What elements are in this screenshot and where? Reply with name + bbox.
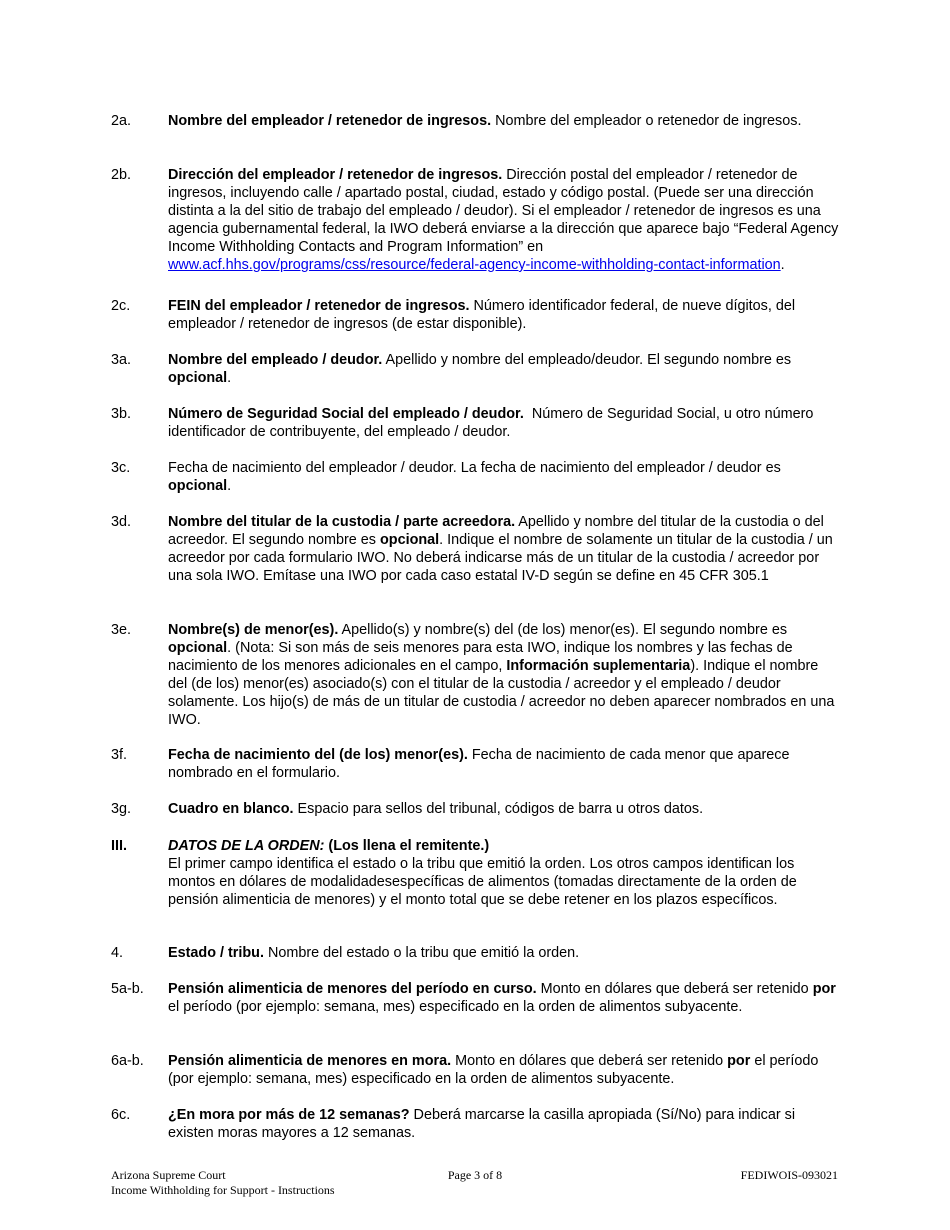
item-6a-b xyxy=(111,1052,841,1088)
item-number: 3f. xyxy=(111,747,127,763)
item-text: Número de Seguridad Social, u otro número identificador de contribuyente, del empleado / deudor. xyxy=(168,406,818,440)
section-title-note: (Los llena el remitente.) xyxy=(324,838,490,854)
section-paragraph: El primer campo identifica el estado o la tribu que emitió la orden. Los otros campos identifican los montos en dólares de modalidadesespecíficas de alimentos (tomadas directamente de la orden de pensión alimenticia de menores) y el monto total que se debe retener en los plazos específicos. xyxy=(168,856,797,908)
item-title: ¿En mora por más de 12 semanas? xyxy=(168,1107,410,1123)
item-title: Número de Seguridad Social del empleado / deudor. xyxy=(168,406,524,422)
item-title: Estado / tribu. xyxy=(168,945,264,961)
item-text: Fecha de nacimiento del empleador / deudor. La fecha de nacimiento del empleador / deudor es xyxy=(168,460,781,476)
item-number: 6c. xyxy=(111,1107,131,1123)
item-title: Nombre(s) de menor(es). xyxy=(168,622,339,638)
item-title: Fecha de nacimiento del (de los) menor(es). xyxy=(168,747,468,763)
footer-page-number: Page 3 of 8 xyxy=(447,1168,503,1182)
item-text: . xyxy=(227,478,232,494)
item-number: 2b. xyxy=(111,167,132,183)
item-text: Monto en dólares que deberá ser retenido xyxy=(536,981,813,997)
item-text: . (Nota: Si son más de seis menores para esta IWO, indique los nombres y las fechas de nacimiento de los menores adicionales en el campo, xyxy=(168,640,793,674)
section-number: III. xyxy=(111,838,127,854)
item-number: 3a. xyxy=(111,352,132,368)
item-number: 2c. xyxy=(111,298,131,314)
item-2b xyxy=(111,166,841,274)
item-number: 3g. xyxy=(111,801,132,817)
item-number: 3d. xyxy=(111,514,132,530)
item-emphasis: opcional xyxy=(168,370,228,386)
federal-agency-link[interactable]: www.acf.hhs.gov/programs/css/resource/federal-agency-income-withholding-contact-information xyxy=(168,257,781,273)
item-title: Nombre del empleador / retenedor de ingresos. xyxy=(168,113,492,129)
item-3e xyxy=(111,621,841,729)
item-text: Espacio para sellos del tribunal, códigos de barra u otros datos. xyxy=(293,801,704,817)
item-text: Dirección postal del empleador / retenedor de ingresos, incluyendo calle / apartado postal, ciudad, estado y código postal. (Puede ser una dirección distinta a la del sitio de trabajo del empleado / deudor). Si el empleador / retenedor de ingresos es una agencia gubernamental federal, la IWO deberá enviarse a la dirección que aparece bajo “Federal Agency Income Withholding Contacts and Program Information” en xyxy=(168,167,839,255)
item-number: 4. xyxy=(111,945,124,961)
footer-court: Arizona Supreme Court xyxy=(111,1168,226,1182)
item-3g xyxy=(111,800,841,818)
item-text: . xyxy=(780,257,785,273)
item-2c xyxy=(111,297,841,333)
section-iii xyxy=(111,837,841,909)
item-emphasis: Información suplementaria xyxy=(506,658,691,674)
item-emphasis: opcional xyxy=(168,478,228,494)
item-emphasis: opcional xyxy=(168,640,228,656)
item-3f xyxy=(111,746,841,782)
item-number: 2a. xyxy=(111,113,132,129)
item-text: Apellido y nombre del titular de la custodia o del acreedor. El segundo nombre es xyxy=(168,514,824,548)
item-title: Nombre del titular de la custodia / parte acreedora. xyxy=(168,514,516,530)
footer-left xyxy=(111,1168,335,1198)
item-text: . Indique el nombre de solamente un titular de la custodia / un acreedor por cada formulario IWO. No deberá indicarse más de un titular de la custodia / acreedor por una sola IWO. Emítase una IWO por cada caso estatal IV-D según se define en 45 CFR 305.1 xyxy=(168,532,833,584)
item-text: el período (por ejemplo: semana, mes) especificado en la orden de alimentos subyacente. xyxy=(168,999,743,1015)
item-4 xyxy=(111,944,841,962)
item-text: Número identificador federal, de nueve dígitos, del empleador / retenedor de ingresos (de estar disponible). xyxy=(168,298,796,332)
item-text: . xyxy=(227,370,232,386)
item-number: 5a-b. xyxy=(111,981,144,997)
item-6c xyxy=(111,1106,841,1142)
item-title: Pensión alimenticia de menores del período en curso. xyxy=(168,981,537,997)
item-3a xyxy=(111,351,841,387)
item-number: 3b. xyxy=(111,406,132,422)
section-title: DATOS DE LA ORDEN: xyxy=(168,838,325,854)
item-text: Nombre del estado o la tribu que emitió la orden. xyxy=(263,945,580,961)
item-number: 3e. xyxy=(111,622,132,638)
item-text: Deberá marcarse la casilla apropiada (Sí/No) para indicar si existen moras mayores a 12 semanas. xyxy=(168,1107,796,1141)
item-number: 3c. xyxy=(111,460,131,476)
item-emphasis: por xyxy=(812,981,836,997)
item-5a-b xyxy=(111,980,841,1016)
item-text: el período (por ejemplo: semana, mes) especificado en la orden de alimentos subyacente. xyxy=(168,1053,819,1087)
item-emphasis: opcional xyxy=(380,532,440,548)
item-title: Dirección del empleador / retenedor de ingresos. xyxy=(168,167,503,183)
item-number: 6a-b. xyxy=(111,1053,144,1069)
item-3b xyxy=(111,405,841,441)
item-text: Fecha de nacimiento de cada menor que aparece nombrado en el formulario. xyxy=(168,747,790,781)
item-2a xyxy=(111,112,841,130)
item-text: Nombre del empleador o retenedor de ingresos. xyxy=(491,113,802,129)
footer-form-code: FEDIWOIS-093021 xyxy=(740,1168,838,1182)
item-title: FEIN del empleador / retenedor de ingresos. xyxy=(168,298,470,314)
item-text: Monto en dólares que deberá ser retenido xyxy=(451,1053,728,1069)
item-3d xyxy=(111,513,841,585)
item-3c xyxy=(111,459,841,495)
footer-document-title: Income Withholding for Support - Instructions xyxy=(111,1183,335,1197)
item-title: Nombre del empleado / deudor. xyxy=(168,352,383,368)
item-text: Apellido y nombre del empleado/deudor. El segundo nombre es xyxy=(382,352,792,368)
item-text: ). Indique el nombre del (de los) menor(es) asociado(s) con el titular de la custodia / acreedor y el empleado / deudor solamente. Los hijo(s) de más de un titular de custodia / acreedor no deben aparecer nombrados en una IWO. xyxy=(168,658,835,728)
item-title: Cuadro en blanco. xyxy=(168,801,294,817)
item-title: Pensión alimenticia de menores en mora. xyxy=(168,1053,452,1069)
item-text: Apellido(s) y nombre(s) del (de los) menor(es). El segundo nombre es xyxy=(338,622,788,638)
item-emphasis: por xyxy=(727,1053,751,1069)
